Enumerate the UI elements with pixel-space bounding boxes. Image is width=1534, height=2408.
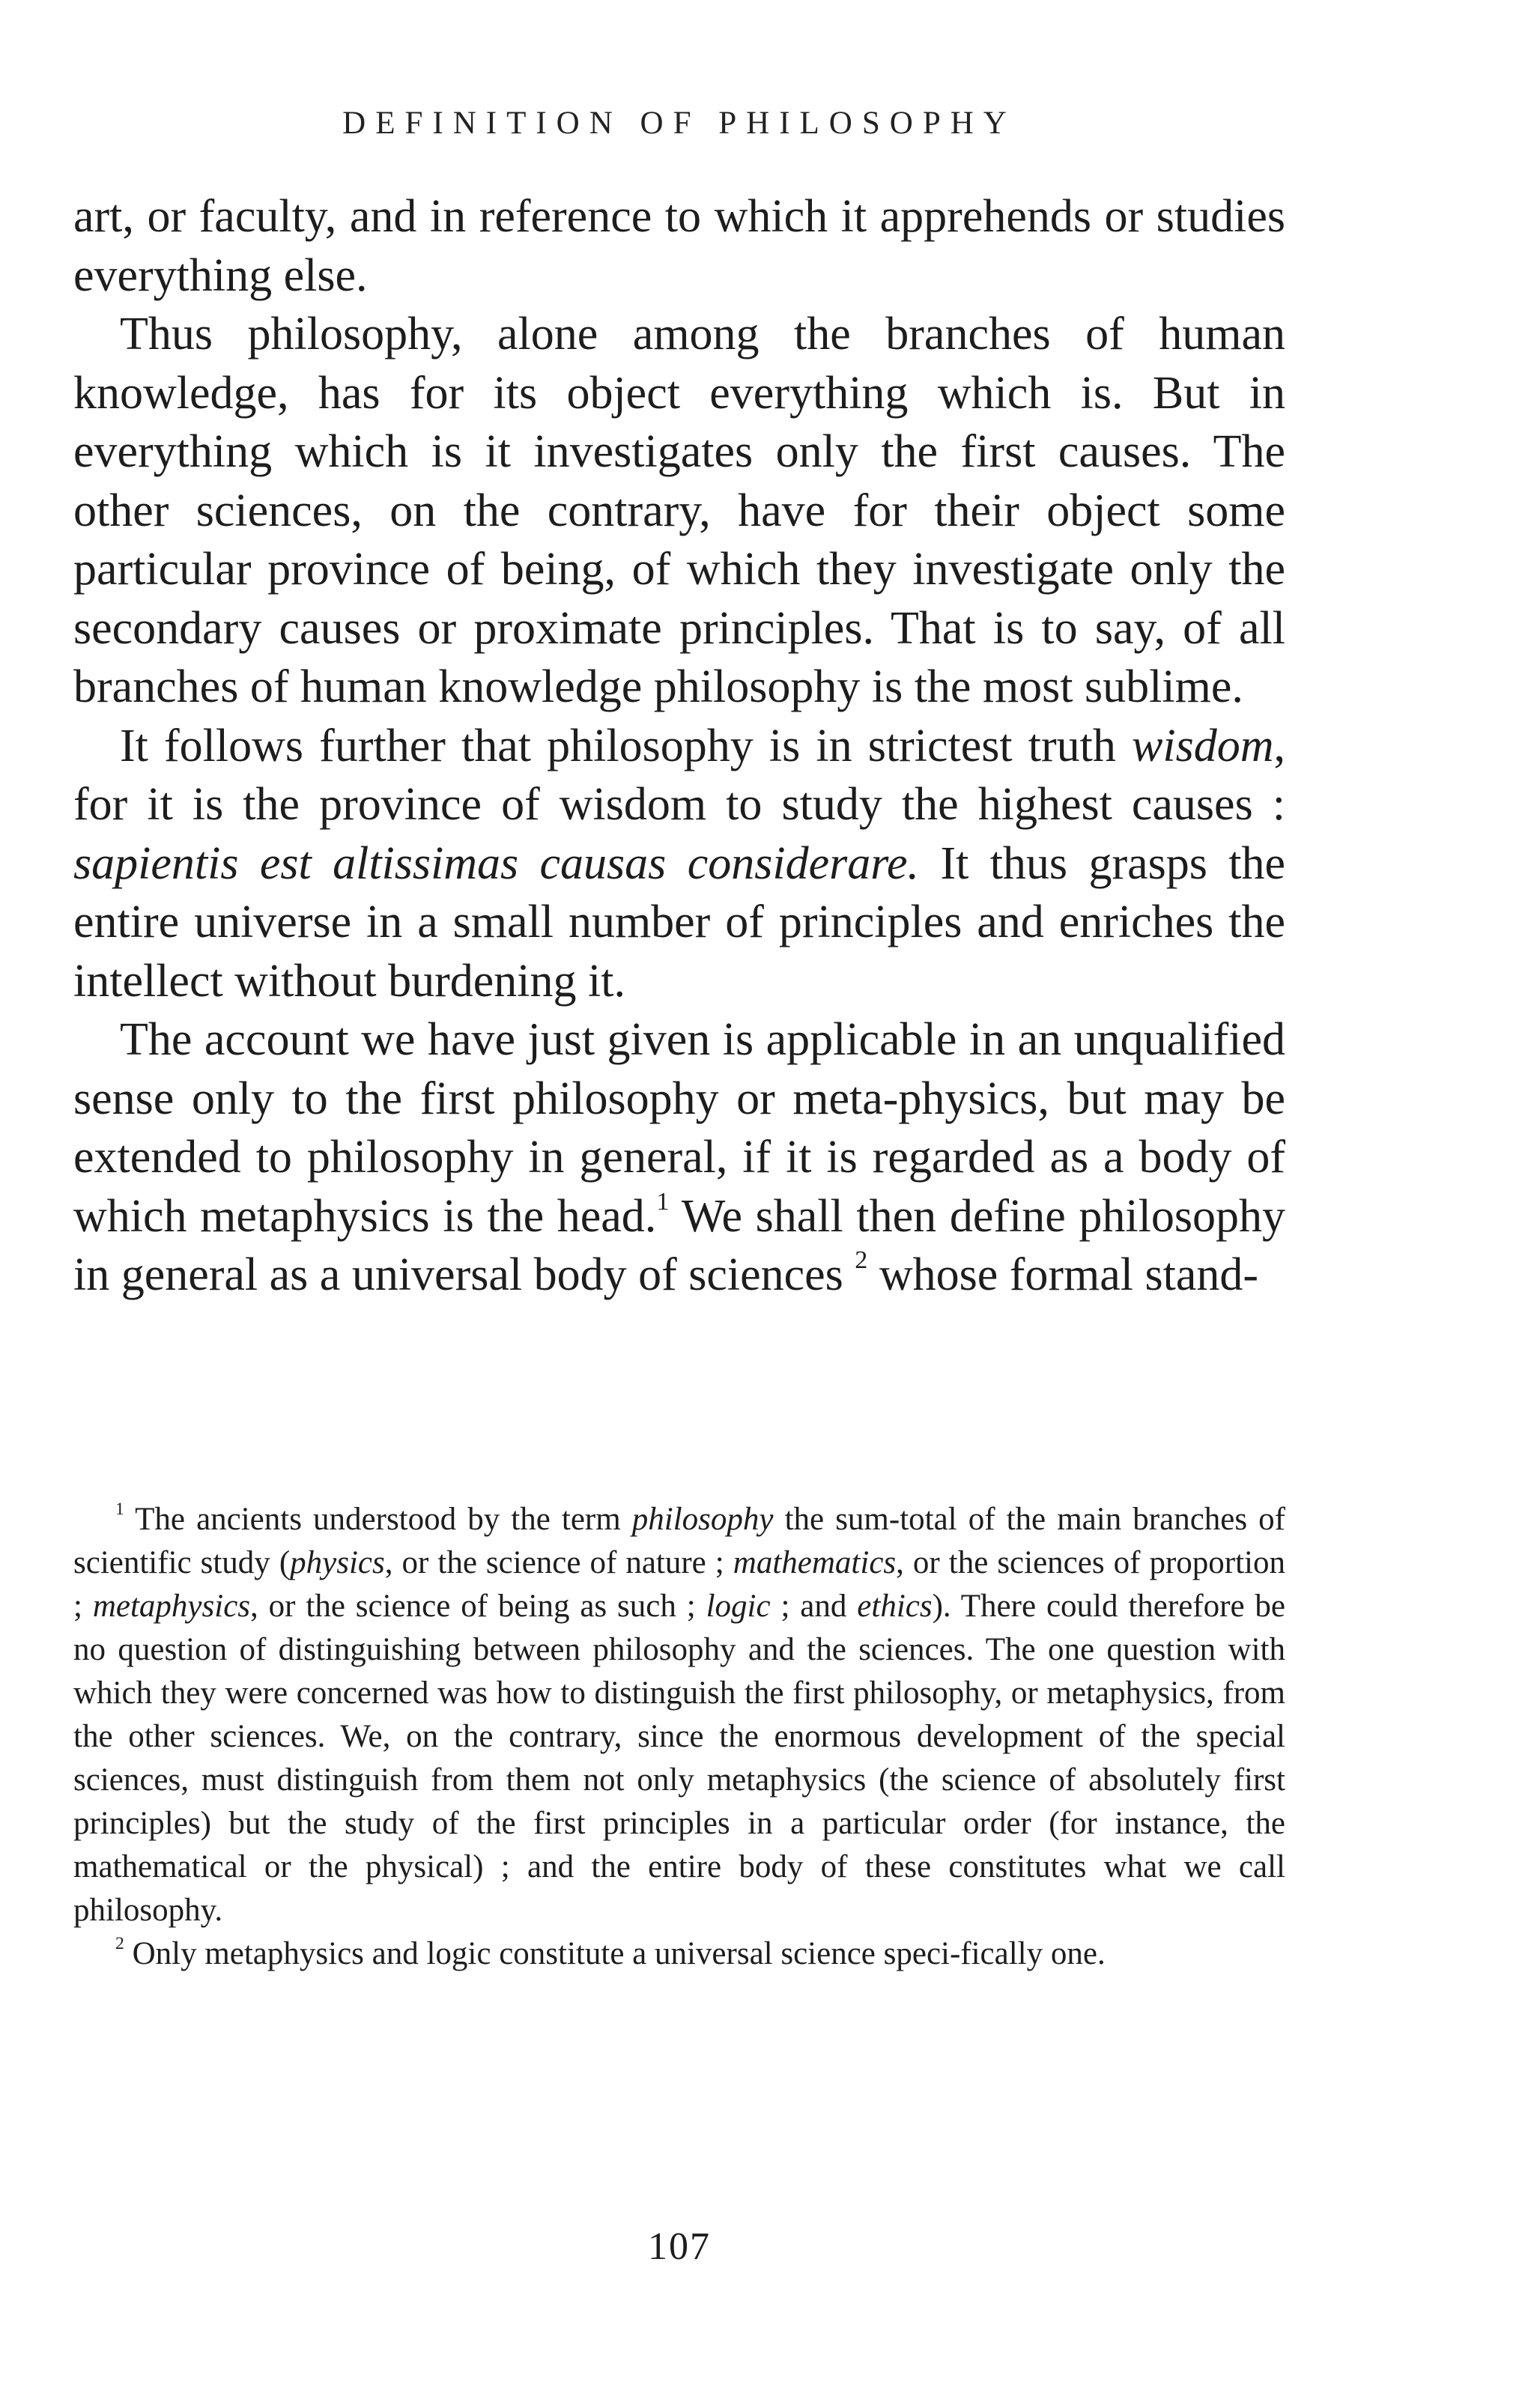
- paragraph-4: [73, 1010, 1285, 1305]
- footnote-ref-2: 2: [855, 1246, 868, 1275]
- paragraph-4-text-c: whose formal stand-: [867, 1249, 1259, 1300]
- footnote-1-text: the sum-total of the main branches of scientific study (: [73, 1502, 1285, 1580]
- footnote-2: [73, 1932, 1285, 1976]
- footnote-1-text: , or the science of nature ;: [384, 1545, 733, 1580]
- footnote-1: [73, 1498, 1285, 1932]
- italic-wisdom: wisdom: [1132, 720, 1274, 771]
- body-text: [73, 187, 1285, 1305]
- footnote-1-text: , or the sciences of proportion ;: [73, 1545, 1285, 1624]
- paragraph-3-text-e: It thus grasps the entire universe in a small number of principles and enriches the intellect without burdening it.: [73, 837, 1285, 1007]
- footnote-1-italic: ethics: [857, 1589, 933, 1624]
- footnote-1-italic: philosophy: [631, 1502, 774, 1537]
- paragraph-3-text-a: It follows further that philosophy is in strictest truth: [120, 720, 1133, 771]
- footnote-1-italic: physics: [290, 1545, 385, 1580]
- footnote-1-text: ). There could therefore be no question of distinguishing between philosophy and the sciences. The one question with which they were concerned was how to distinguish the first philosophy, or metaphysics, from the other sciences. We, on the contrary, since the enormous development of the special sciences, must distinguish from them not only metaphysics (the science of absolutely first principles) but the study of the first principles in a particular order (for instance, the mathematical or the physical) ; and the entire body of these constitutes what we call philosophy.: [73, 1589, 1285, 1928]
- paragraph-2: Thus philosophy, alone among the branches of human knowledge, has for its object everything which is. But in everything which is it investigates only the first causes. The other sciences, on the contrary, have for their object some particular province of being, of which they investigate only the secondary causes or proximate principles. That is to say, of all branches of human knowledge philosophy is the most sublime.: [73, 309, 1285, 712]
- footnote-2-text: Only metaphysics and logic constitute a universal science speci-fically one.: [124, 1936, 1106, 1971]
- footnote-1-marker: 1: [115, 1499, 124, 1519]
- footnote-1-text: ; and: [770, 1589, 858, 1624]
- footnotes: [73, 1498, 1285, 1976]
- paragraph-4-text-b: We shall then define philosophy in general as a universal body of sciences: [73, 1190, 1285, 1300]
- footnote-1-italic: metaphysics: [92, 1589, 251, 1624]
- running-head: DEFINITION OF PHILOSOPHY: [342, 106, 1016, 141]
- footnote-1-text: The ancients understood by the term: [124, 1502, 632, 1537]
- paragraph-3: [73, 717, 1285, 1011]
- footnote-1-text: , or the science of being as such ;: [250, 1589, 706, 1624]
- footnote-1-italic: mathematics: [733, 1545, 897, 1580]
- footnote-2-marker: 2: [115, 1933, 124, 1953]
- paragraph-4-text-a: The account we have just given is applicable in an unqualified sense only to the first philosophy or meta-physics, but may be extended to philosophy in general, if it is regarded as a body of which metaphysics is the head.: [73, 1014, 1285, 1242]
- footnote-1-italic: logic: [706, 1589, 771, 1624]
- footnote-ref-1: 1: [656, 1187, 670, 1216]
- paragraph-1: art, or faculty, and in reference to which it apprehends or studies everything else.: [73, 191, 1285, 301]
- page-number: 107: [648, 2225, 711, 2268]
- latin-quotation: sapientis est altissimas causas considerare.: [73, 837, 920, 889]
- paragraph-3-text-c: , for it is the province of wisdom to study the highest causes :: [73, 720, 1285, 830]
